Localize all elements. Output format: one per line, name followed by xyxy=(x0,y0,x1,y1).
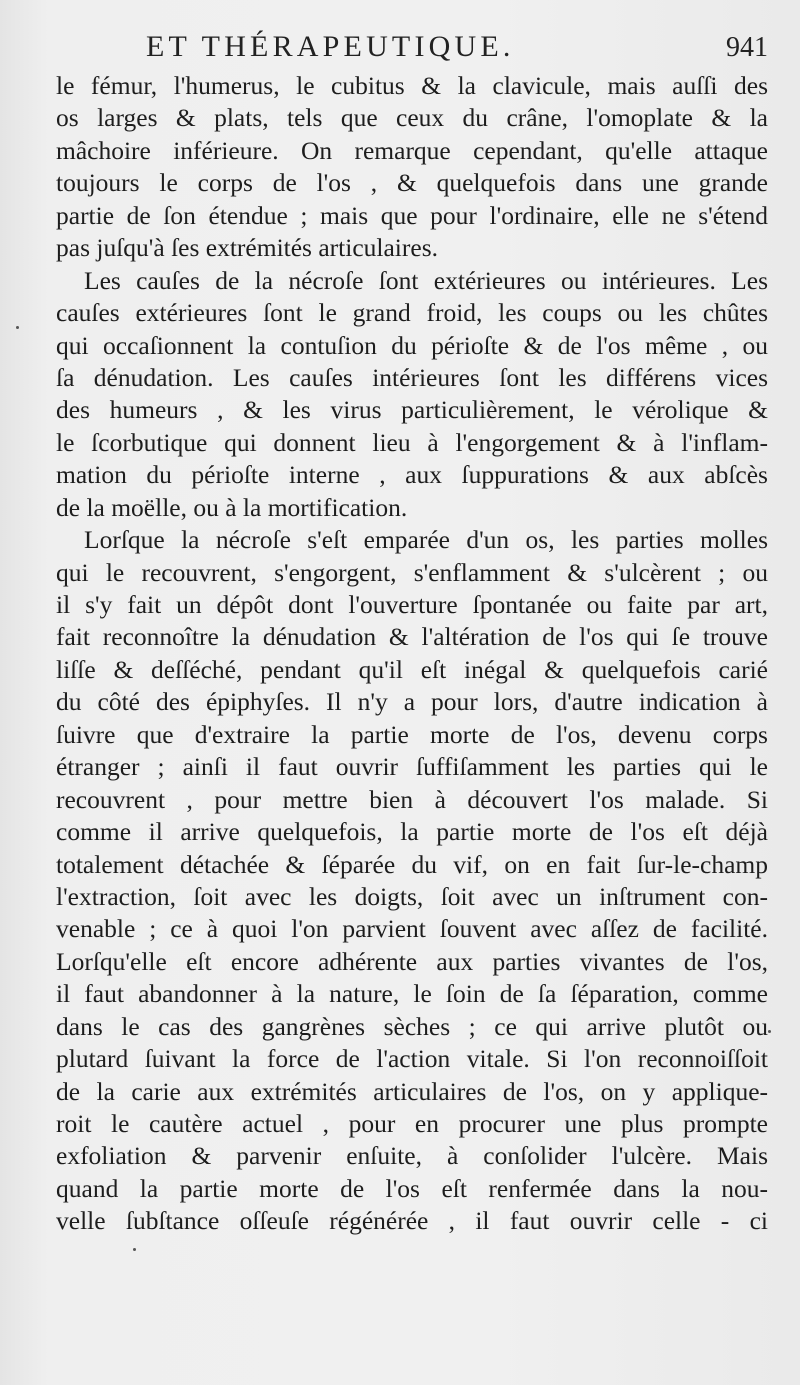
text-line: le ſcorbutique qui donnent lieu à l'engorgement & à l'inflam- xyxy=(56,427,768,457)
text-line: roit le cautère actuel , pour en procurer une plus prompte xyxy=(56,1109,768,1138)
text-line: mation du périoſte interne , aux ſuppurations & aux abſcès xyxy=(56,460,768,490)
running-head: ET THÉRAPEUTIQUE. xyxy=(146,30,515,63)
text-line: totalement détachée & ſéparée du vif, on en fait ſur-le-champ xyxy=(56,849,768,879)
text-line: venable ; ce à quoi l'on parvient ſouvent avec aſſez de facilité. xyxy=(56,914,768,944)
text-line: il s'y fait un dépôt dont l'ouverture ſpontanée ou faite par art, xyxy=(56,590,768,619)
text-line: du côté des épiphyſes. Il n'y a pour lors, d'autre indication à xyxy=(56,687,768,717)
text-line: étranger ; ainſi il faut ouvrir ſuffiſamment les parties qui le xyxy=(56,752,768,782)
text-line: pas juſqu'à ſes extrémités articulaires. xyxy=(56,233,439,263)
body-text xyxy=(56,70,768,1238)
text-line: des humeurs , & les virus particulièrement, le vérolique & xyxy=(56,395,768,425)
text-line: partie de ſon étendue ; mais que pour l'ordinaire, elle ne s'étend xyxy=(56,200,768,230)
text-line: cauſes extérieures ſont le grand froid, les coups ou les chûtes xyxy=(56,298,768,328)
text-line: ſa dénudation. Les cauſes intérieures ſont les différens vices xyxy=(56,362,768,392)
page-number: 941 xyxy=(726,32,768,63)
text-line: Lorſque la nécroſe s'eſt emparée d'un os, les parties molles xyxy=(84,525,768,555)
ink-speck xyxy=(768,1030,771,1033)
text-line: os larges & plats, tels que ceux du crâne, l'omoplate & la xyxy=(56,103,768,133)
text-line: comme il arrive quelquefois, la partie morte de l'os eſt déjà xyxy=(56,817,768,847)
text-line: Lorſqu'elle eſt encore adhérente aux parties vivantes de l'os, xyxy=(56,946,768,976)
text-line: velle ſubſtance oſſeuſe régénérée , il faut ouvrir celle - ci xyxy=(56,1206,768,1236)
text-line: liſſe & deſſéché, pendant qu'il eſt inégal & quelquefois carié xyxy=(56,654,768,684)
text-line: de la moëlle, ou à la mortification. xyxy=(56,492,408,522)
text-line: ſuivre que d'extraire la partie morte de l'os, devenu corps xyxy=(56,719,768,749)
text-line: recouvrent , pour mettre bien à découvert l'os malade. Si xyxy=(56,784,768,814)
text-line: qui le recouvrent, s'engorgent, s'enflamment & s'ulcèrent ; ou xyxy=(56,557,768,587)
text-line: Les cauſes de la nécroſe ſont extérieures ou intérieures. Les xyxy=(84,265,768,295)
text-line: dans le cas des gangrènes sèches ; ce qui arrive plutôt ou xyxy=(56,1011,768,1041)
text-line: l'extraction, ſoit avec les doigts, ſoit avec un inſtrument con- xyxy=(56,881,768,911)
text-line: il faut abandonner à la nature, le ſoin de ſa ſéparation, comme xyxy=(56,979,768,1009)
text-line: exfoliation & parvenir enſuite, à conſolider l'ulcère. Mais xyxy=(56,1141,768,1171)
text-line: quand la partie morte de l'os eſt renfermée dans la nou- xyxy=(56,1173,768,1203)
text-line: plutard ſuivant la force de l'action vitale. Si l'on reconnoiſſoit xyxy=(56,1044,768,1074)
text-line: de la carie aux extrémités articulaires de l'os, on y applique- xyxy=(56,1076,768,1106)
ink-speck xyxy=(16,326,19,329)
text-line: qui occaſionnent la contuſion du périoſte & de l'os même , ou xyxy=(56,330,768,360)
text-line: toujours le corps de l'os , & quelquefois dans une grande xyxy=(56,168,768,198)
text-line: fait reconnoître la dénudation & l'altération de l'os qui ſe trouve xyxy=(56,622,768,652)
page-header xyxy=(56,30,768,70)
ink-speck xyxy=(133,1248,136,1251)
text-line: le fémur, l'humerus, le cubitus & la clavicule, mais auſſi des xyxy=(56,71,768,100)
text-line: mâchoire inférieure. On remarque cependant, qu'elle attaque xyxy=(56,135,768,165)
